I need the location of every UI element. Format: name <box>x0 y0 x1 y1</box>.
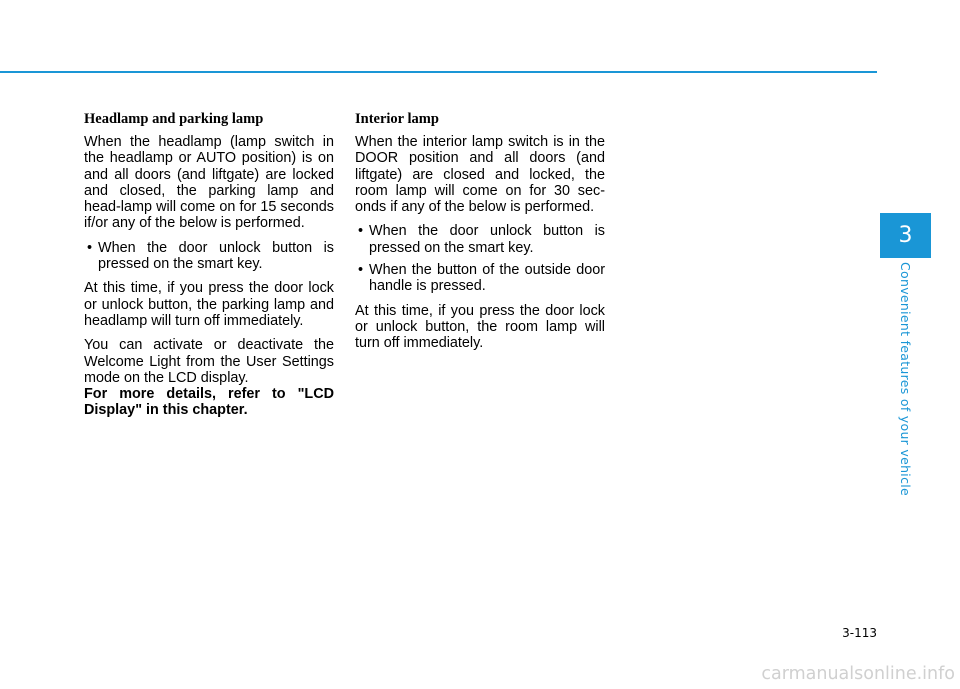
watermark: carmanualsonline.info <box>761 664 955 684</box>
page-number: 3-113 <box>842 626 877 640</box>
paragraph: You can activate or deactivate the Welcome Light from the User Settings mode on the LCD display. <box>84 337 334 386</box>
bullet-item: • When the door unlock button is pressed on the smart key. <box>84 240 334 273</box>
chapter-title-tab <box>880 262 931 497</box>
bullet-item: • When the button of the outside door handle is pressed. <box>355 262 605 295</box>
bullet-list <box>355 223 605 294</box>
header-rule <box>0 71 877 73</box>
right-column <box>355 110 605 360</box>
chapter-title: Convenient features of your vehicle <box>898 262 913 497</box>
paragraph: At this time, if you press the door lock or unlock button, the room lamp will turn off immediately. <box>355 302 605 352</box>
paragraph: When the headlamp (lamp switch in the headlamp or AUTO position) is on and all doors (and liftgate) are locked and closed, the parking lamp and head-lamp will come on for 15 seconds if/or any of the below is performed. <box>84 134 334 232</box>
chapter-number-tab <box>880 213 931 258</box>
left-column <box>84 110 334 419</box>
paragraph: At this time, if you press the door lock or unlock button, the parking lamp and headlamp will turn off immediately. <box>84 280 334 329</box>
reference-note: For more details, refer to "LCD Display" in this chapter. <box>84 386 334 419</box>
chapter-number: 3 <box>898 223 913 248</box>
bullet-list <box>84 240 334 273</box>
paragraph: When the interior lamp switch is in the DOOR position and all doors (and liftgate) are closed and locked, the room lamp will come on for 30 sec-onds if any of the below is performed. <box>355 134 605 216</box>
section-heading-interior: Interior lamp <box>355 111 439 127</box>
bullet-item: • When the door unlock button is pressed on the smart key. <box>355 223 605 256</box>
section-heading-headlamp: Headlamp and parking lamp <box>84 111 264 127</box>
